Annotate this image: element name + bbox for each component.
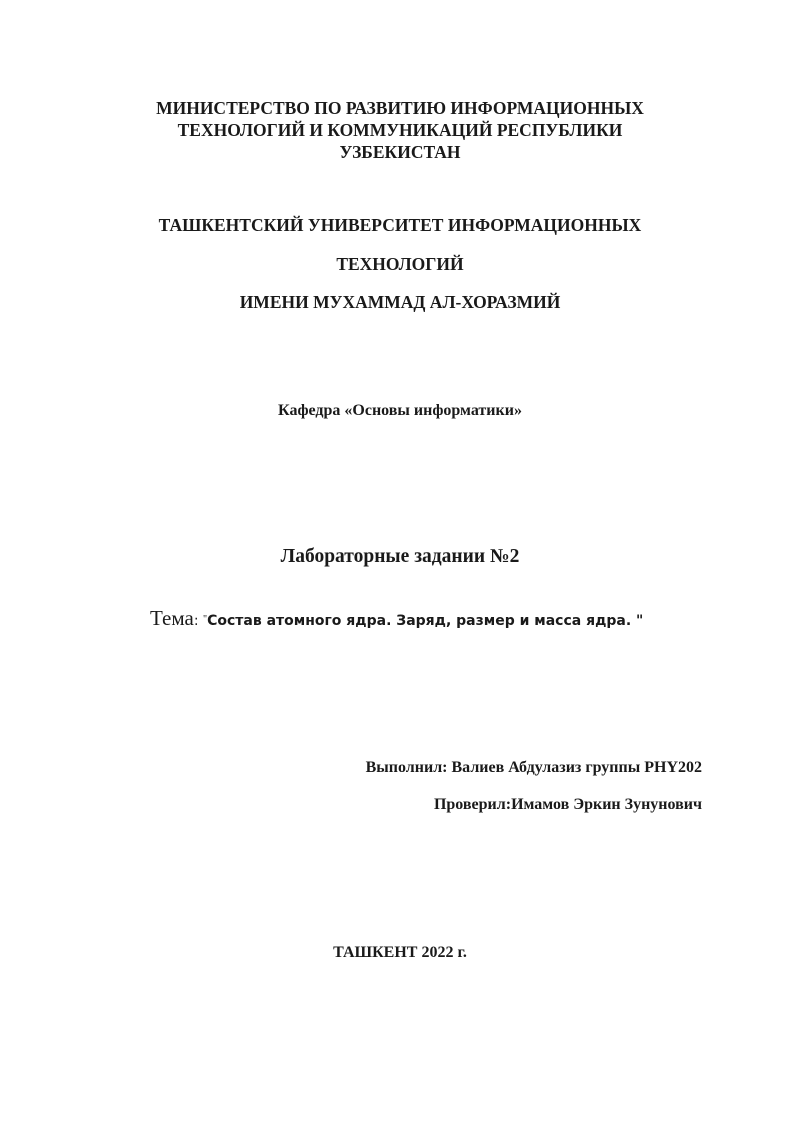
ministry-heading <box>100 97 700 163</box>
ministry-line-1: МИНИСТЕРСТВО ПО РАЗВИТИЮ ИНФОРМАЦИОННЫХ <box>156 98 644 118</box>
university-line-1: ТАШКЕНТСКИЙ УНИВЕРСИТЕТ ИНФОРМАЦИОННЫХ <box>158 215 642 235</box>
university-line-2: ТЕХНОЛОГИЙ <box>336 254 464 274</box>
topic-label: Тема <box>150 606 194 630</box>
topic-text: Состав атомного ядра. Заряд, размер и масса ядра <box>207 613 626 629</box>
topic-end: . " <box>625 613 644 629</box>
checked-by: Проверил:Имамов Эркин Зунунович <box>433 796 702 813</box>
topic-line <box>150 606 750 631</box>
topic-colon: : <box>193 613 203 629</box>
university-line-3: ИМЕНИ МУХАММАД АЛ-ХОРАЗМИЙ <box>239 292 561 312</box>
department-name: Кафедра «Основы информатики» <box>278 402 522 419</box>
ministry-line-2: ТЕХНОЛОГИЙ И КОММУНИКАЦИЙ РЕСПУБЛИКИ <box>177 120 623 140</box>
performed-by: Выполнил: Валиев Абдулазиз группы PHY202 <box>365 759 702 776</box>
ministry-line-3: УЗБЕКИСТАН <box>339 142 461 162</box>
topic-open-quote: " <box>203 614 208 625</box>
city-year: ТАШКЕНТ 2022 г. <box>333 944 467 961</box>
lab-title: Лабораторные задании №2 <box>280 546 520 567</box>
